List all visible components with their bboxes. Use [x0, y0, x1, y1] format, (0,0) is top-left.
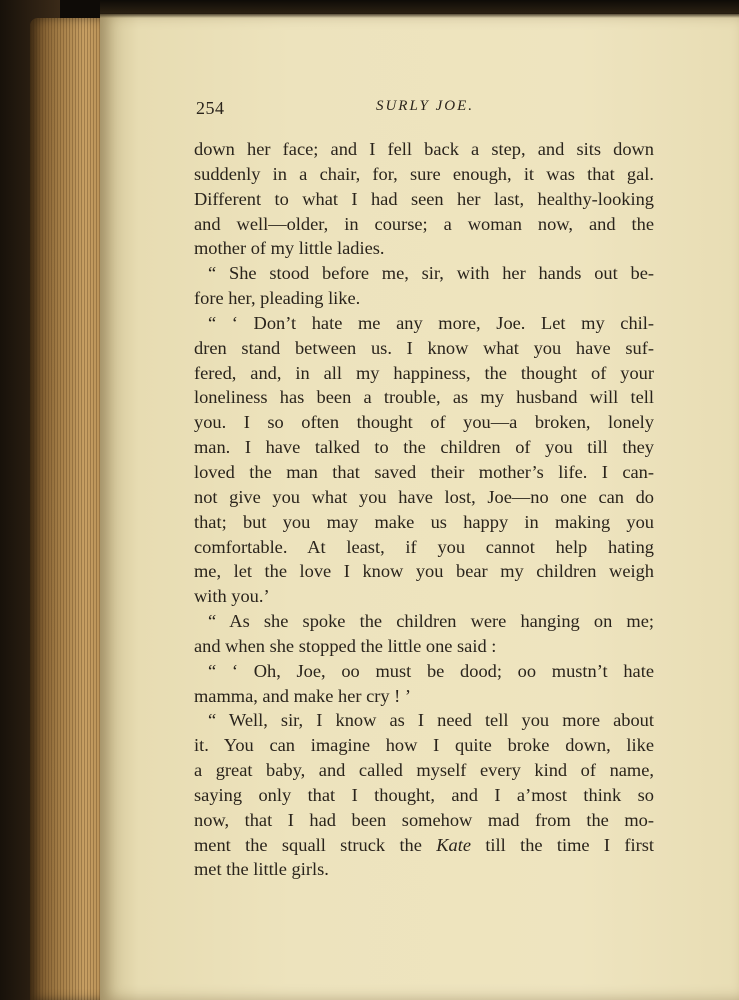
text-line: comfortable. At least, if you cannot help hating [194, 536, 654, 557]
text-line: “ Well, sir, I know as I need tell you more about [208, 710, 654, 731]
text-line-part: till the time I first [470, 834, 654, 855]
text-line: “ As she spoke the children were hanging on me; [208, 611, 654, 632]
text-line-part: ment the squall struck the [194, 834, 437, 855]
text-line: “ ‘ Oh, Joe, oo must be dood; oo mustn’t hate [208, 660, 654, 681]
text-line: met the little girls. [194, 859, 329, 880]
running-title: SURLY JOE. [375, 98, 475, 114]
running-head [196, 98, 654, 124]
text-line: loneliness has been a trouble, as my husband will tell [194, 387, 654, 408]
text-line: me, let the love I know you bear my children weigh [194, 561, 654, 582]
text-line: fered, and, in all my happiness, the thought of your [194, 362, 654, 383]
text-line: suddenly in a chair, for, sure enough, it was that gal. [194, 163, 654, 184]
text-line: “ She stood before me, sir, with her hands out be- [208, 263, 654, 284]
text-line: dren stand between us. I know what you have suf- [194, 337, 654, 358]
text-line: with you.’ [194, 586, 270, 607]
text-line: loved the man that saved their mother’s life. I can- [194, 461, 654, 482]
text-line: now, that I had been somehow mad from the mo- [194, 809, 654, 830]
text-line: mother of my little ladies. [194, 238, 385, 259]
text-line: Different to what I had seen her last, healthy-looking [194, 188, 654, 209]
page-number: 254 [196, 98, 225, 118]
text-line: fore her, pleading like. [194, 288, 361, 309]
text-line: mamma, and make her cry ! ’ [194, 685, 412, 706]
text-line: man. I have talked to the children of you till they [194, 437, 654, 458]
page-edges [30, 18, 108, 1000]
text-line: and when she stopped the little one said : [194, 635, 497, 656]
top-shadow [100, 0, 739, 18]
text-line [194, 833, 654, 858]
text-line: “ ‘ Don’t hate me any more, Joe. Let my chil- [208, 312, 654, 333]
ship-name: Kate [436, 834, 471, 855]
text-line: a great baby, and called myself every kind of name, [194, 760, 654, 781]
text-line: saying only that I thought, and I a’most think so [194, 784, 654, 805]
text-line: and well—older, in course; a woman now, and the [194, 213, 654, 234]
text-line: not give you what you have lost, Joe—no one can do [194, 486, 654, 507]
text-line: you. I so often thought of you—a broken, lonely [194, 412, 654, 433]
text-line: down her face; and I fell back a step, and sits down [194, 139, 654, 159]
text-block [194, 137, 654, 882]
text-line: that; but you may make us happy in making you [194, 511, 654, 532]
text-line: it. You can imagine how I quite broke down, like [194, 735, 654, 756]
